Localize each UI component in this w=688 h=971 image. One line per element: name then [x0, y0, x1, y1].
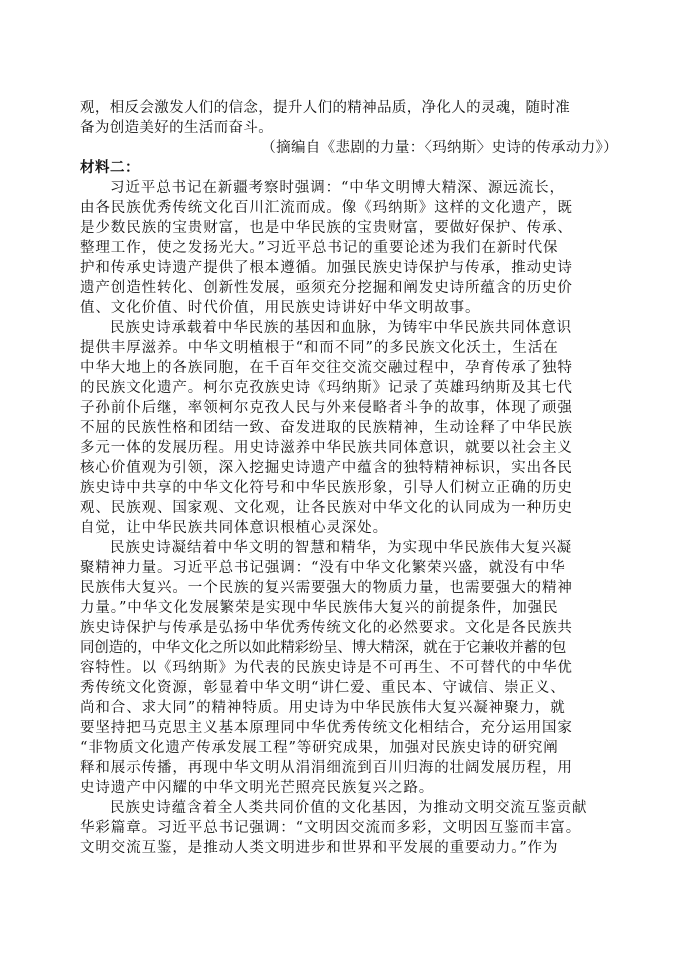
text-line: 聚精神力量。习近平总书记强调：“没有中华文化繁荣兴盛，就没有中华 — [80, 560, 566, 576]
paragraph — [80, 178, 618, 318]
text-line: 遗产创造性转化、创新性发展，亟须充分挖掘和阐发史诗所蕴含的历史价 — [80, 280, 573, 296]
text-line: 备为创造美好的生活而奋斗。 — [80, 120, 274, 136]
citation: （摘编自《悲剧的力量：〈玛纳斯〉史诗的传承动力》） — [261, 140, 618, 156]
text-line: 不屈的民族性格和团结一致、奋发进取的民族精神，生动诠释了中华民族 — [80, 420, 573, 436]
paragraph — [80, 798, 618, 858]
text-line: 要坚持把马克思主义基本原理同中华优秀传统文化相结合，充分运用国家 — [80, 720, 573, 736]
text-line: 是少数民族的宝贵财富，也是中华民族的宝贵财富，要做好保护、传承、 — [80, 220, 573, 236]
text-line: 核心价值观为引领，深入挖掘史诗遗产中蕴含的独特精神标识，实出各民 — [80, 460, 573, 476]
text-line: 值、文化价值、时代价值，用民族史诗讲好中华文明故事。 — [80, 300, 481, 316]
text-line: 由各民族优秀传统文化百川汇流而成。像《玛纳斯》这样的文化遗产，既 — [80, 200, 573, 216]
text-line: 提供丰厚滋养。中华文明植根于“和而不同”的多民族文化沃土，生活在 — [80, 340, 559, 356]
text-line: 民族史诗承载着中华民族的基因和血脉，为铸牢中华民族共同体意识 — [110, 320, 572, 336]
text-line: 力量。”中华文化发展繁荣是实现中华民族伟大复兴的前提条件，加强民 — [80, 600, 559, 616]
text-line: 史诗遗产中闪耀的中华文明光芒照亮民族复兴之路。 — [80, 780, 435, 796]
text-line: 释和展示传播，再现中华文明从涓涓细流到百川归海的壮阔发展历程，用 — [80, 760, 573, 776]
text-line: 秀传统文化资源，彰显着中华文明“讲仁爱、重民本、守诚信、崇正义、 — [80, 680, 566, 696]
text-line: 习近平总书记在新疆考察时强调：“中华文明博大精深、源远流长， — [110, 180, 565, 196]
text-line: 容特性。以《玛纳斯》为代表的民族史诗是不可再生、不可替代的中华优 — [80, 660, 573, 676]
text-line: 民族伟大复兴。一个民族的复兴需要强大的物质力量，也需要强大的精神 — [80, 580, 573, 596]
text-line: “非物质文化遗产传承发展工程”等研究成果，加强对民族史诗的研究阐 — [80, 740, 559, 756]
text-line: 民族史诗凝结着中华文明的智慧和精华，为实现中华民族伟大复兴凝 — [110, 540, 572, 556]
text-line: 文明交流互鉴，是推动人类文明进步和世界和平发展的重要动力。”作为 — [80, 840, 559, 856]
text-line: 族史诗中共享的中华文化符号和中华民族形象，引导人们树立正确的历史 — [80, 480, 573, 496]
text-line: 观，相反会激发人们的信念，提升人们的精神品质，净化人的灵魂，随时准 — [80, 100, 571, 116]
text-line: 观、民族观、国家观、文化观，让各民族对中华文化的认同成为一种历史 — [80, 500, 573, 516]
text-line: 多元一体的发展历程。用史诗滋养中华民族共同体意识，就要以社会主义 — [80, 440, 573, 456]
paragraph — [80, 318, 618, 538]
text-line: 尚和合、求大同”的精神特质。用史诗为中华民族伟大复兴凝神聚力，就 — [80, 700, 566, 716]
section-heading: 材料二： — [80, 160, 140, 176]
text-line: 华彩篇章。习近平总书记强调：“文明因交流而多彩，文明因互鉴而丰富。 — [80, 820, 582, 836]
text-line: 护和传承史诗遗产提供了根本遵循。加强民族史诗保护与传承，推动史诗 — [80, 260, 573, 276]
paragraph — [80, 538, 618, 798]
text-line: 中华大地上的各族同胞，在千百年交往交流交融过程中，孕育传承了独特 — [80, 360, 573, 376]
document-page — [80, 98, 618, 858]
text-line: 民族史诗蕴含着全人类共同价值的文化基因，为推动文明交流互鉴贡献 — [110, 800, 588, 816]
text-line: 同创造的，中华文化之所以如此精彩纷呈、博大精深，就在于它兼收并蓄的包 — [80, 640, 567, 656]
text-line: 族史诗保护与传承是弘扬中华优秀传统文化的必然要求。文化是各民族共 — [80, 620, 573, 636]
text-line: 自觉，让中华民族共同体意识根植心灵深处。 — [80, 520, 388, 536]
text-line: 整理工作，使之发扬光大。”习近平总书记的重要论述为我们在新时代保 — [80, 240, 559, 256]
text-line: 子孙前仆后继，率领柯尔克孜人民与外来侵略者斗争的故事，体现了顽强 — [80, 400, 573, 416]
text-line: 的民族文化遗产。柯尔克孜族史诗《玛纳斯》记录了英雄玛纳斯及其七代 — [80, 380, 573, 396]
